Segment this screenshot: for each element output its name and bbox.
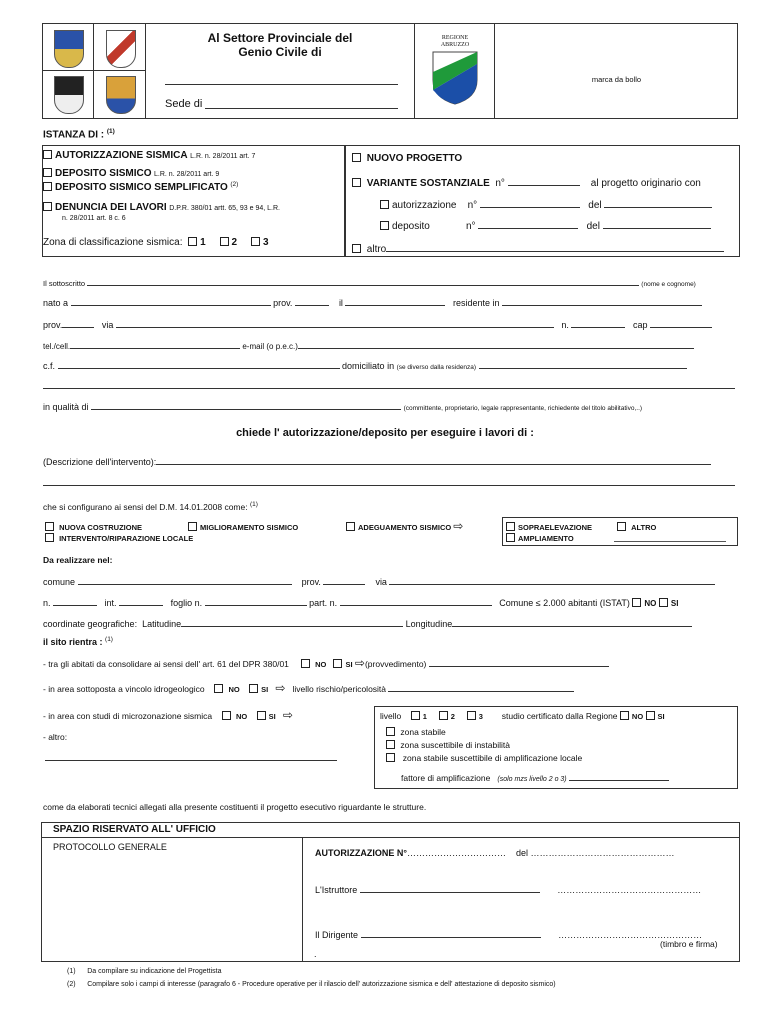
livello-rischio-field[interactable]: [388, 682, 574, 692]
checkbox[interactable]: [617, 522, 626, 531]
istruttore-dots[interactable]: …………………………………………: [557, 885, 702, 895]
foglio-field[interactable]: [205, 596, 307, 606]
latitudine-label: Latitudine: [142, 619, 182, 629]
checkbox[interactable]: [352, 178, 361, 187]
idro-si-checkbox[interactable]: [249, 684, 258, 693]
n-label: n°: [465, 221, 476, 232]
zona-1-label: 1: [200, 237, 206, 248]
row-nato: [43, 296, 702, 308]
n-ubicazione-label: n.: [43, 598, 51, 608]
row-fattore: [401, 771, 669, 783]
region-logo-icon: [431, 50, 479, 106]
variante-n-label: n°: [495, 178, 505, 189]
opt-denuncia-ref: D.P.R. 380/01 artt. 65, 93 e 94, L.R.: [169, 205, 280, 212]
opt-autorizzazione-label: AUTORIZZAZIONE SISMICA: [55, 150, 188, 161]
checkbox[interactable]: [43, 168, 52, 177]
zona-instabilita-label: zona suscettibile di instabilità: [400, 740, 510, 750]
studio-no-label: NO: [631, 712, 644, 721]
ufficio-del-label: del: [515, 848, 528, 858]
zona-2-label: 2: [231, 237, 238, 248]
addressee-line2: Genio Civile di: [238, 45, 322, 59]
nome-cognome-hint: (nome e cognome): [641, 281, 696, 288]
deposito-del-field[interactable]: [603, 219, 711, 229]
zona-3-checkbox[interactable]: [251, 237, 260, 246]
province-crest-2: [106, 30, 136, 68]
studio-si-checkbox[interactable]: [646, 711, 655, 720]
cf-field[interactable]: [58, 359, 340, 369]
zona-row: [43, 237, 269, 248]
checkbox[interactable]: [380, 200, 389, 209]
checkbox[interactable]: [45, 533, 54, 542]
del-label: del: [588, 200, 602, 211]
prov-nascita-field[interactable]: [295, 296, 329, 306]
stamp-label: marca da bollo: [591, 75, 642, 84]
prov-ubicazione-label: prov.: [301, 577, 321, 587]
dirigente-label: Il Dirigente: [315, 930, 359, 940]
livello-label: livello: [380, 711, 402, 721]
autorizzazione-n-field[interactable]: [480, 198, 580, 208]
micro-no-label: NO: [235, 712, 248, 721]
province-crest-3: [54, 76, 84, 114]
row-comune: [43, 575, 715, 587]
sub-deposito[interactable]: [380, 219, 711, 232]
configurano-label: che si configurano ai sensi del D.M. 14.01.2008 come:: [43, 501, 248, 512]
qualita-note: (committente, proprietario, legale rappresentante, richiedente del titolo abilitativo,..): [403, 405, 643, 412]
ufficio-del-dots[interactable]: …………………………………………: [530, 848, 675, 858]
opt-denuncia-label: DENUNCIA DEI LAVORI: [55, 202, 167, 213]
n-ubicazione-field[interactable]: [53, 596, 97, 606]
domiciliato-note: (se diverso dalla residenza): [396, 364, 477, 371]
row-tel: [43, 339, 694, 351]
il-label: il: [338, 298, 343, 308]
sito-altro-field[interactable]: [45, 752, 337, 761]
opt-variante-label: VARIANTE SOSTANZIALE: [366, 178, 490, 189]
variante-n-field[interactable]: [508, 176, 580, 186]
checkbox[interactable]: [352, 153, 361, 162]
row-qualita: [43, 400, 642, 412]
longitudine-field[interactable]: [452, 617, 692, 627]
livello-rischio-label: livello rischio/pericolosità: [292, 684, 387, 694]
descrizione-label: (Descrizione dell'intervento):: [43, 457, 157, 467]
checkbox[interactable]: [386, 727, 395, 736]
sottoscritto-field[interactable]: [87, 276, 639, 286]
opt-zona-amplificazione[interactable]: [386, 753, 582, 763]
deposito-n-field[interactable]: [478, 219, 578, 229]
tel-field[interactable]: [70, 339, 240, 349]
n-label: n°: [467, 200, 478, 211]
qualita-field[interactable]: [91, 400, 401, 410]
sito-title: il sito rientra :: [43, 637, 103, 647]
altro-intervento-field[interactable]: [614, 535, 726, 542]
row-dirigente: [315, 928, 702, 940]
studio-certificato-label: studio certificato dalla Regione: [501, 711, 618, 721]
checkbox[interactable]: [386, 753, 395, 762]
provvedimento-field[interactable]: [429, 657, 609, 667]
domiciliato-label: domiciliato in: [342, 361, 395, 371]
row-descrizione: [43, 455, 711, 467]
prov2-label: prov.: [43, 320, 63, 330]
micro-no-checkbox[interactable]: [222, 711, 231, 720]
fattore-note: (solo mzs livello 2 o 3): [497, 776, 567, 783]
domiciliato-field[interactable]: [479, 359, 687, 369]
sub-autorizzazione-label: autorizzazione: [392, 200, 457, 211]
coordinate-label: coordinate geografiche:: [43, 619, 138, 629]
nota-2: [67, 981, 556, 988]
abitati-label: - tra gli abitati da consolidare ai sensi dell' art. 61 del DPR 380/01: [43, 659, 289, 669]
sub-deposito-label: deposito: [392, 221, 430, 232]
residente-field[interactable]: [502, 296, 702, 306]
opt-zona-instabilita[interactable]: [386, 740, 510, 750]
row-coordinate: [43, 617, 692, 629]
email-label: e-mail (o p.e.c.): [242, 342, 298, 351]
region-logo-text: REGIONE ABRUZZO: [440, 35, 470, 48]
prov-ubicazione-field[interactable]: [323, 575, 365, 585]
descrizione-field[interactable]: [156, 455, 711, 465]
provvedimento-label: (provvedimento): [364, 659, 427, 669]
opt-denuncia[interactable]: [43, 202, 280, 213]
row-catasto: [43, 596, 678, 608]
tel-label: tel./cell.: [43, 342, 71, 351]
dirigente-dots[interactable]: …………………………………………: [558, 930, 703, 940]
arrow-right-icon: ⇨: [282, 708, 293, 722]
livello-3-checkbox[interactable]: [467, 711, 476, 720]
nuova-costruzione-label: NUOVA COSTRUZIONE: [59, 523, 143, 532]
idro-no-label: NO: [228, 685, 240, 694]
autorizzazione-n-label: AUTORIZZAZIONE N°: [315, 848, 407, 858]
opt-deposito-label: DEPOSITO SISMICO: [55, 168, 152, 179]
part-field[interactable]: [340, 596, 492, 606]
opt-deposito-semplificato[interactable]: [43, 181, 238, 193]
abitanti-no-label: NO: [644, 599, 657, 608]
zona-1-checkbox[interactable]: [188, 237, 197, 246]
opt-deposito-ref: L.R. n. 28/2011 art. 9: [154, 171, 220, 178]
chiede-heading: chiede l' autorizzazione/deposito per eseguire i lavori di :: [236, 427, 534, 439]
opt-intervento-locale[interactable]: [45, 533, 193, 543]
nato-a-field[interactable]: [71, 296, 271, 306]
cf-label: c.f.: [43, 361, 56, 371]
miglioramento-label: MIGLIORAMENTO SISMICO: [200, 523, 299, 532]
zona-3-label: 3: [263, 237, 269, 248]
checkbox[interactable]: [188, 522, 197, 531]
via-label: via: [101, 320, 114, 330]
data-nascita-field[interactable]: [345, 296, 445, 306]
fattore-label: fattore di amplificazione: [401, 773, 491, 783]
via-field[interactable]: [116, 318, 554, 328]
n-civico-field[interactable]: [571, 318, 625, 328]
checkbox[interactable]: [43, 202, 52, 211]
del-label: del: [586, 221, 600, 232]
opt-deposito-semplificato-ref: (2): [230, 181, 239, 188]
row-idrogeologico: [43, 682, 574, 694]
sito-heading: [43, 636, 113, 647]
checkbox[interactable]: [380, 221, 389, 230]
fattore-field[interactable]: [569, 771, 669, 781]
istanza-title: [43, 128, 115, 140]
chiusura-text: come da elaborati tecnici allegati alla presente costituenti il progetto esecutivo riguardante le strutture.: [43, 802, 427, 812]
abitati-si-checkbox[interactable]: [333, 659, 342, 668]
opt-nuovo-progetto[interactable]: [352, 153, 462, 164]
row-sottoscritto: [43, 276, 696, 288]
ufficio-title: SPAZIO RISERVATO ALL' UFFICIO: [53, 824, 216, 835]
checkbox[interactable]: [43, 150, 52, 159]
livello-2-checkbox[interactable]: [439, 711, 448, 720]
da-realizzare-heading: Da realizzare nel:: [43, 555, 113, 565]
sopraelevazione-label: SOPRAELEVAZIONE: [518, 523, 593, 532]
sede-field[interactable]: [205, 99, 398, 109]
opt-variante[interactable]: [352, 176, 701, 189]
idro-si-label: SI: [261, 685, 269, 694]
livello-1-label: 1: [422, 712, 427, 721]
int-field[interactable]: [119, 596, 163, 606]
row-indirizzo: [43, 318, 712, 330]
longitudine-label: Longitudine: [405, 619, 453, 629]
header-divider-3: [494, 23, 495, 119]
genio-civile-field[interactable]: [165, 75, 398, 85]
opt-deposito[interactable]: [43, 168, 219, 179]
micro-si-checkbox[interactable]: [257, 711, 266, 720]
abitanti-si-label: SI: [670, 599, 679, 608]
microzonazione-label: - in area con studi di microzonazione sismica: [43, 711, 213, 721]
protocollo-box: [42, 837, 303, 961]
nota-1: [67, 968, 221, 975]
configurano-ref: (1): [249, 501, 258, 508]
istruttore-field[interactable]: [360, 883, 540, 893]
opt-altro-istanza[interactable]: [352, 242, 724, 255]
arrow-right-icon: ⇨: [354, 656, 365, 670]
arrow-right-icon: ⇨: [275, 681, 286, 695]
opt-miglioramento[interactable]: [188, 522, 298, 532]
autorizzazione-n-dots[interactable]: ……………………………: [406, 848, 506, 858]
addressee-line1: Al Settore Provinciale del: [207, 31, 353, 45]
via-ubicazione-field[interactable]: [389, 575, 715, 585]
cap-label: cap: [632, 320, 648, 330]
opt-denuncia-ref2: n. 28/2011 art. 8 c. 6: [62, 215, 126, 222]
idrogeologico-label: - in area sottoposta a vincolo idrogeologico: [43, 684, 205, 694]
comune-abitanti-label: Comune ≤ 2.000 abitanti (ISTAT): [499, 598, 630, 608]
prov-label: prov.: [273, 298, 293, 308]
abitati-si-label: SI: [345, 660, 353, 669]
opt-nuova-costruzione[interactable]: [45, 522, 142, 532]
sub-autorizzazione[interactable]: [380, 198, 712, 211]
altro-intervento-label: ALTRO: [631, 523, 657, 532]
row-configurano: [43, 501, 258, 512]
opt-nuovo-progetto-label: NUOVO PROGETTO: [366, 153, 463, 164]
nota-2-ref: (2): [67, 981, 76, 988]
latitudine-field[interactable]: [181, 617, 403, 627]
zona-label: Zona di classificazione sismica:: [43, 237, 183, 248]
protocollo-label: PROTOCOLLO GENERALE: [53, 842, 167, 852]
row-microzonazione: [43, 708, 293, 722]
dirigente-field[interactable]: [361, 928, 541, 938]
opt-adeguamento[interactable]: [346, 519, 464, 533]
variante-tail: al progetto originario con: [590, 178, 701, 189]
adeguamento-label: ADEGUAMENTO SISMICO: [358, 523, 452, 532]
sito-altro-label: - altro:: [43, 732, 68, 742]
studio-no-checkbox[interactable]: [620, 711, 629, 720]
nota-1-ref: (1): [67, 968, 76, 975]
opt-ampliamento[interactable]: [506, 533, 574, 543]
nato-a-label: nato a: [43, 298, 69, 308]
zona-2-checkbox[interactable]: [220, 237, 229, 246]
idro-no-checkbox[interactable]: [214, 684, 223, 693]
descrizione-field-2[interactable]: [43, 477, 735, 486]
livello-1-checkbox[interactable]: [411, 711, 420, 720]
timbro-label: (timbro e firma): [660, 939, 718, 949]
checkbox[interactable]: [346, 522, 355, 531]
province-crest-1: [54, 30, 84, 68]
sottoscritto-label: Il sottoscritto: [43, 279, 86, 288]
opt-autorizzazione-ref: L.R. n. 28/2011 art. 7: [190, 153, 256, 160]
abitanti-si-checkbox[interactable]: [659, 598, 668, 607]
abitati-no-label: NO: [315, 660, 327, 669]
domiciliato-field-2[interactable]: [43, 380, 735, 389]
sito-title-ref: (1): [105, 636, 113, 643]
residente-label: residente in: [452, 298, 500, 308]
email-field[interactable]: [298, 339, 694, 349]
checkbox[interactable]: [506, 533, 515, 542]
row-istruttore: [315, 883, 701, 895]
studio-si-label: SI: [657, 712, 665, 721]
row-autorizzazione-n: [315, 848, 674, 858]
foglio-label: foglio n.: [170, 598, 203, 608]
opt-altro-label: altro: [366, 244, 387, 255]
livello-2-label: 2: [450, 712, 455, 721]
istanza-title-text: ISTANZA DI :: [43, 129, 105, 141]
checkbox[interactable]: [506, 522, 515, 531]
row-abitati: [43, 657, 609, 669]
autorizzazione-del-field[interactable]: [604, 198, 712, 208]
intervento-locale-label: INTERVENTO/RIPARAZIONE LOCALE: [59, 534, 194, 543]
abitati-no-checkbox[interactable]: [301, 659, 310, 668]
checkbox[interactable]: [45, 522, 54, 531]
opt-sopraelevazione[interactable]: [506, 522, 592, 532]
checkbox[interactable]: [352, 244, 361, 253]
via-ubicazione-label: via: [375, 577, 387, 587]
istruttore-label: L'Istruttore: [315, 885, 358, 895]
nota-2-text: Compilare solo i campi di interesse (paragrafo 6 - Procedure operative per il rilascio dell' autorizzazione sismica e dell' attestazione di deposito sismico): [87, 981, 556, 988]
header-divider-v: [93, 23, 94, 119]
prov-residenza-field[interactable]: [62, 318, 94, 328]
opt-deposito-semplificato-label: DEPOSITO SISMICO SEMPLIFICATO: [55, 182, 228, 193]
ufficio-dot: .: [314, 949, 317, 959]
checkbox[interactable]: [43, 182, 52, 191]
cap-field[interactable]: [650, 318, 712, 328]
opt-autorizzazione[interactable]: [43, 150, 255, 161]
int-label: int.: [104, 598, 117, 608]
province-crest-4: [106, 76, 136, 114]
opt-zona-stabile[interactable]: [386, 727, 446, 737]
zona-stabile-label: zona stabile: [400, 727, 446, 737]
part-label: part. n.: [309, 598, 338, 608]
zona-amplificazione-label: zona stabile suscettibile di amplificazione locale: [402, 753, 583, 763]
altro-field[interactable]: [386, 242, 724, 252]
checkbox[interactable]: [386, 740, 395, 749]
row-livello: [380, 711, 665, 721]
comune-field[interactable]: [78, 575, 292, 585]
qualita-label: in qualità di: [43, 402, 89, 412]
nota-1-text: Da compilare su indicazione del Progettista: [87, 968, 222, 975]
sede-label: Sede di: [165, 98, 203, 110]
abitanti-no-checkbox[interactable]: [632, 598, 641, 607]
micro-si-label: SI: [268, 712, 276, 721]
livello-3-label: 3: [478, 712, 483, 721]
ampliamento-label: AMPLIAMENTO: [518, 534, 574, 543]
row-cf: [43, 359, 687, 371]
n-civico-label: n.: [561, 320, 569, 330]
arrow-right-icon: ⇨: [453, 519, 464, 533]
header-divider-2: [414, 23, 415, 119]
comune-label: comune: [43, 577, 76, 587]
istanza-footnote: (1): [106, 128, 115, 135]
opt-altro-intervento[interactable]: [617, 522, 656, 532]
